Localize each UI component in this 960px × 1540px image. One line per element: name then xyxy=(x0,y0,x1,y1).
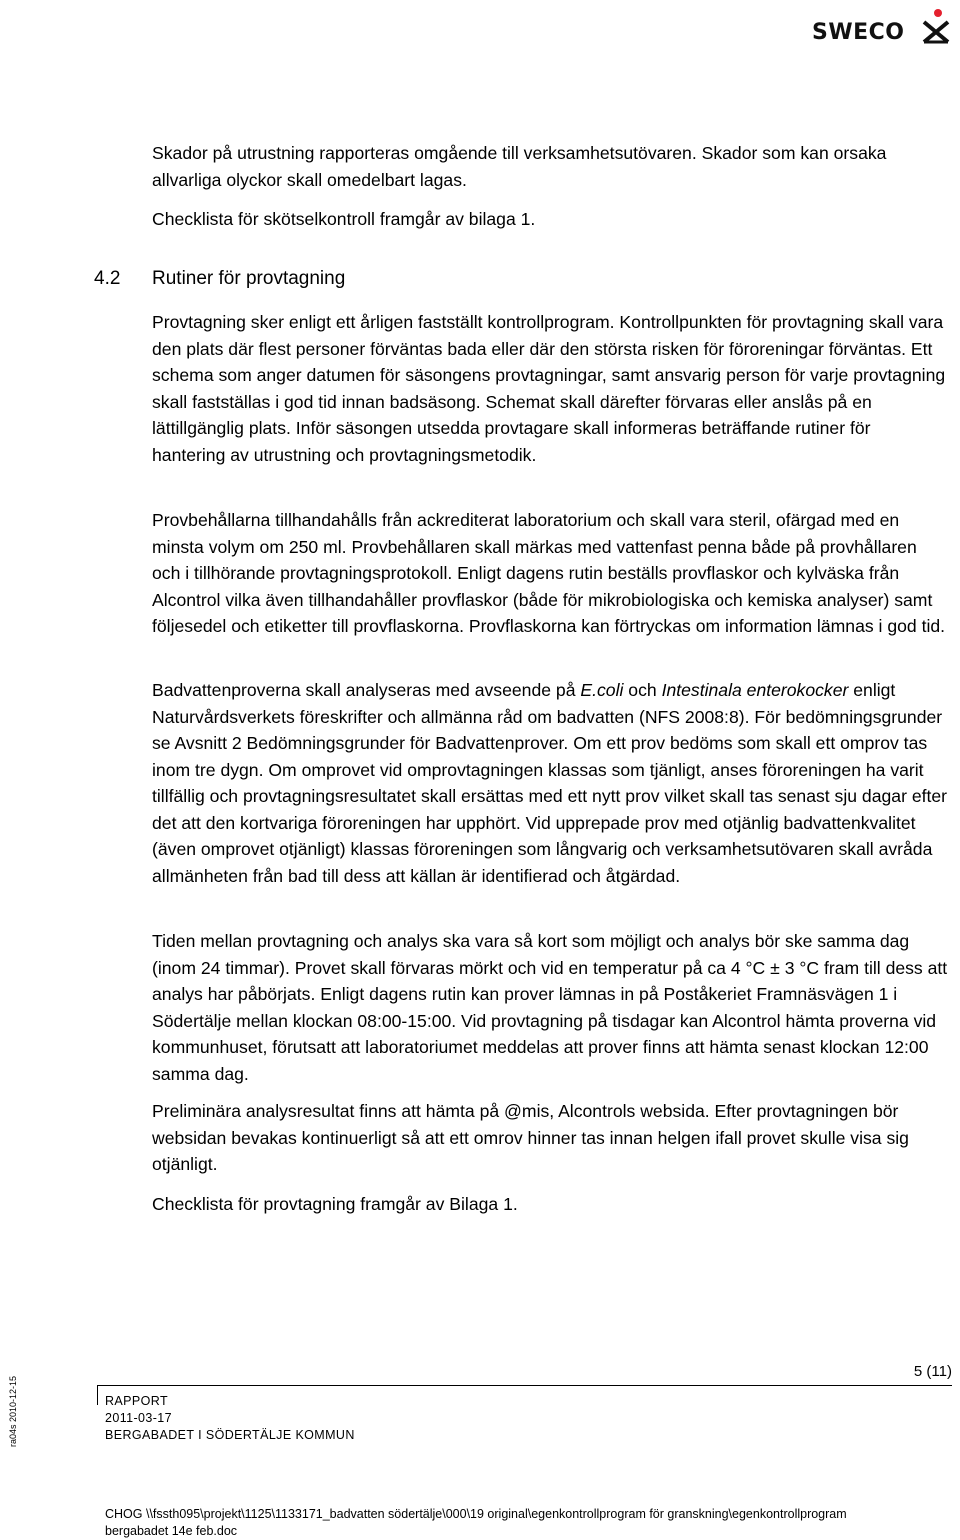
paragraph-containers: Provbehållarna tillhandahålls från ackrediterat laboratorium och skall vara steril, ofärgad med en minsta volym om 250 ml. Provbehållaren skall märkas med vattenfast penna både på provhållaren och i tillhörande provtagningsprotokoll. Enligt dagens rutin beställs provflaskor och kylväska från Alcontrol vilka även tillhandahåller provflaskor (både för mikrobiologiska och kemiska analyser) samt följesedel och etiketter till provflaskorna. Provflaskorna kan förtryckas om information lämnas i god tid. xyxy=(152,510,946,636)
ecoli-term: E.coli xyxy=(580,680,624,700)
section-title: Rutiner för provtagning xyxy=(152,268,346,289)
footer-doc-type: RAPPORT xyxy=(105,1394,168,1408)
paragraph-analysis: Badvattenproverna skall analyseras med avseende på E.coli och Intestinala enterokocker enligt Naturvårdsverkets föreskrifter och allmänna råd om badvatten (NFS 2008:8). För bedömningsgrunder se Avsnitt 2 Bedömningsgrunder för Badvattenprover. Om ett prov bedöms som skall ett omprov tas inom tre dygn. Om omprovet vid omprovtagningen klassas som tjänligt, anses föroreningen ha varit tillfällig och provtagningsresultatet skall ersättas med ett nytt prov vilket skall tas senast sju dagar efter det att den kortvariga föroreningen har upphört. Vid upprepade prov med otjänlig badvattenkvalitet (även omprovet otjänligt) klassas föroreningen som långvarig och verksamhetsutövaren skall avråda allmänheten från bad till dess att källan är identifierad och åtgärdad. xyxy=(152,680,948,886)
paragraph-transport: Tiden mellan provtagning och analys ska vara så kort som möjligt och analys bör ske samma dag (inom 24 timmar). Provet skall förvaras mörkt och vid en temperatur på ca 4 °C ± 3 °C fram till dess att analys har påbörjats. Enligt dagens rutin kan prover lämnas in på Poståkeriet Framnäsvägen 1 i Södertälje mellan klockan 08:00-15:00. Vid provtagning på tisdagar kan Alcontrol hämta proverna vid kommunhuset, förutsatt att laboratoriumet meddelas att prover finns att hämta senast klockan 12:00 samma dag. xyxy=(152,931,948,1084)
sweco-mark-icon xyxy=(920,8,952,44)
footer-project: BERGABADET I SÖDERTÄLJE KOMMUN xyxy=(105,1428,355,1442)
footer-date: 2011-03-17 xyxy=(105,1411,173,1425)
paragraph-checklist-sampling: Checklista för provtagning framgår av Bilaga 1. xyxy=(152,1194,518,1214)
paragraph-checklist-maintenance: Checklista för skötselkontroll framgår av bilaga 1. xyxy=(152,209,536,229)
footer-file-path: CHOG \\fssth095\projekt\1125\1133171_badvatten södertälje\000\19 original\egenkontrollprogram för granskning\egenkontrollprogram bergabadet 14e feb.doc xyxy=(105,1507,847,1538)
section-heading xyxy=(94,268,345,290)
footer-corner xyxy=(97,1385,98,1405)
template-code: ra04s 2010-12-15 xyxy=(8,1375,18,1447)
paragraph-sampling-schedule: Provtagning sker enligt ett årligen fastställt kontrollprogram. Kontrollpunkten för provtagning skall vara den plats där flest personer förväntas bada eller där den största risken för föroreningar förväntas. Ett schema som anger datumen för säsongens provtagningar, samt ansvarig person för varje provtagning skall fastställas i god tid innan badsäsong. Schemat skall därefter förvaras eller anslås på en lättillgänglig plats. Inför säsongen utsedda provtagare skall informeras beträffande rutiner för hantering av utrustning och provtagningsmetodik. xyxy=(152,312,946,465)
footer-divider xyxy=(97,1385,952,1386)
enterococci-term: Intestinala enterokocker xyxy=(661,680,849,700)
footer-info xyxy=(105,1393,355,1444)
logo-text: SWECO xyxy=(812,20,905,45)
page-number: 5 (11) xyxy=(913,1363,952,1380)
paragraph-damage: Skador på utrustning rapporteras omgående till verksamhetsutövaren. Skador som kan orsaka allvarliga olyckor skall omedelbart lagas. xyxy=(152,143,887,190)
section-number: 4.2 xyxy=(94,268,121,289)
sweco-logo xyxy=(812,8,952,48)
paragraph-results: Preliminära analysresultat finns att hämta på @mis, Alcontrols websida. Efter provtagningen bör websidan bevakas kontinuerligt så att ett omrov hinner tas innan helgen ifall provet skulle visa sig otjänligt. xyxy=(152,1101,909,1174)
